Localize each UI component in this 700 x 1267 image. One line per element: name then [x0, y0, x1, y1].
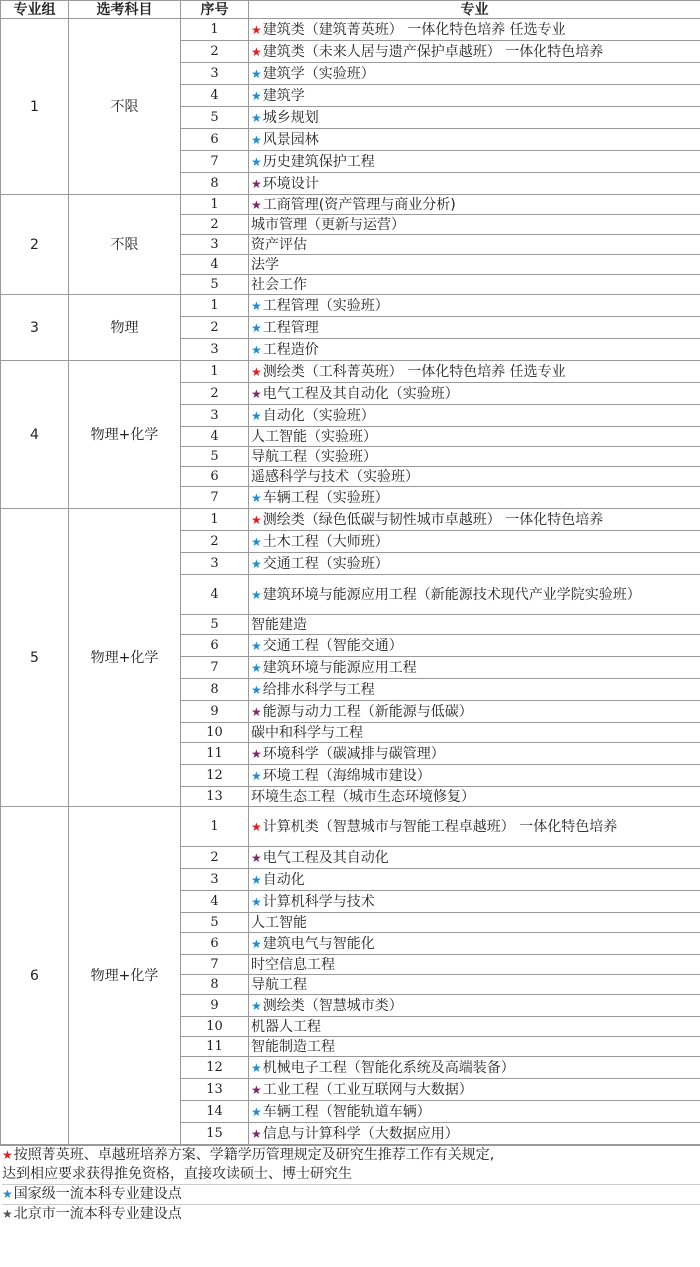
major-cell — [249, 85, 700, 107]
major-name: 建筑电气与智能化 — [262, 935, 375, 952]
legend-beijing — [2, 1204, 700, 1224]
blue-star-icon: ★ — [251, 556, 262, 571]
group-id-cell: 2 — [1, 195, 69, 295]
blue-star-icon: ★ — [251, 894, 262, 909]
major-cell — [249, 955, 700, 975]
purple-star-icon: ★ — [251, 746, 262, 761]
group-id-cell: 3 — [1, 295, 69, 361]
red-star-icon: ★ — [2, 1148, 13, 1162]
seq-cell: 3 — [181, 235, 249, 255]
purple-star-icon: ★ — [251, 197, 262, 212]
major-cell — [249, 1123, 700, 1145]
major-cell — [249, 295, 700, 317]
seq-cell: 3 — [181, 63, 249, 85]
major-name: 资产评估 — [251, 236, 307, 253]
seq-cell: 5 — [181, 275, 249, 295]
legend-national — [2, 1184, 700, 1204]
major-name: 土木工程（大师班） — [262, 533, 389, 550]
major-cell — [249, 787, 700, 807]
seq-cell: 3 — [181, 869, 249, 891]
table-row — [1, 361, 700, 383]
seq-cell: 2 — [181, 847, 249, 869]
major-name: 测绘类（绿色低碳与韧性城市卓越班） 一体化特色培养 — [262, 511, 604, 528]
seq-cell: 5 — [181, 107, 249, 129]
major-name: 建筑环境与能源应用工程（新能源技术现代产业学院实验班） — [262, 586, 641, 603]
seq-cell: 8 — [181, 173, 249, 195]
major-name: 建筑类（建筑菁英班） 一体化特色培养 任选专业 — [262, 21, 566, 38]
legend-beijing-text: 北京市一流本科专业建设点 — [13, 1206, 182, 1222]
seq-cell: 1 — [181, 509, 249, 531]
major-name: 信息与计算科学（大数据应用） — [262, 1125, 459, 1142]
major-cell — [249, 995, 700, 1017]
major-cell — [249, 891, 700, 913]
seq-cell: 6 — [181, 129, 249, 151]
major-name: 时空信息工程 — [251, 956, 335, 973]
major-name: 机械电子工程（智能化系统及高端装备） — [262, 1059, 515, 1076]
major-name: 能源与动力工程（新能源与低碳） — [262, 703, 473, 720]
major-cell — [249, 743, 700, 765]
major-cell — [249, 1079, 700, 1101]
seq-cell: 6 — [181, 635, 249, 657]
seq-cell: 2 — [181, 215, 249, 235]
major-name: 机器人工程 — [251, 1018, 321, 1035]
major-name: 人工智能（实验班） — [251, 428, 377, 445]
major-name: 环境生态工程（城市生态环境修复） — [251, 788, 475, 805]
purple-star-icon: ★ — [251, 386, 262, 401]
major-cell — [249, 447, 700, 467]
seq-cell: 11 — [181, 1037, 249, 1057]
blue-star-icon: ★ — [251, 998, 262, 1013]
seq-cell: 9 — [181, 701, 249, 723]
major-cell — [249, 765, 700, 787]
major-cell — [249, 427, 700, 447]
major-cell — [249, 151, 700, 173]
subject-cell: 物理+化学 — [69, 807, 181, 1145]
major-cell — [249, 383, 700, 405]
purple-star-icon: ★ — [251, 176, 262, 191]
group-id-cell: 5 — [1, 509, 69, 807]
major-cell — [249, 657, 700, 679]
major-name: 社会工作 — [251, 276, 307, 293]
major-cell — [249, 509, 700, 531]
group-id-cell: 1 — [1, 19, 69, 195]
header-group: 专业组 — [1, 1, 69, 19]
major-cell — [249, 215, 700, 235]
major-cell — [249, 847, 700, 869]
seq-cell: 8 — [181, 679, 249, 701]
major-name: 环境工程（海绵城市建设） — [262, 767, 431, 784]
major-name: 人工智能 — [251, 914, 307, 931]
major-name: 碳中和科学与工程 — [251, 724, 363, 741]
seq-cell: 3 — [181, 405, 249, 427]
major-name: 工商管理(资产管理与商业分析) — [262, 196, 456, 213]
blue-star-icon: ★ — [251, 154, 262, 169]
major-name: 工程管理（实验班） — [262, 297, 389, 314]
major-cell — [249, 933, 700, 955]
notes — [0, 1145, 700, 1224]
major-name: 计算机类（智慧城市与智能工程卓越班） 一体化特色培养 — [262, 818, 618, 835]
table-row — [1, 295, 700, 317]
seq-cell: 2 — [181, 383, 249, 405]
major-cell — [249, 575, 700, 615]
header-subject: 选考科目 — [69, 1, 181, 19]
blue-star-icon: ★ — [2, 1187, 13, 1201]
purple-star-icon: ★ — [251, 1082, 262, 1097]
group-id-cell: 4 — [1, 361, 69, 509]
seq-cell: 2 — [181, 317, 249, 339]
major-cell — [249, 41, 700, 63]
major-cell — [249, 129, 700, 151]
major-cell — [249, 1037, 700, 1057]
major-name: 自动化（实验班） — [262, 407, 375, 424]
table-row — [1, 195, 700, 215]
header-major: 专业 — [249, 1, 700, 19]
seq-cell: 10 — [181, 723, 249, 743]
major-name: 建筑学 — [262, 87, 305, 104]
blue-star-icon: ★ — [251, 768, 262, 783]
blue-star-icon: ★ — [251, 587, 262, 602]
major-cell — [249, 807, 700, 847]
subject-cell: 物理+化学 — [69, 509, 181, 807]
seq-cell: 1 — [181, 361, 249, 383]
blue-star-icon: ★ — [251, 490, 262, 505]
blue-star-icon: ★ — [251, 1060, 262, 1075]
major-cell — [249, 701, 700, 723]
seq-cell: 10 — [181, 1017, 249, 1037]
subject-cell: 物理 — [69, 295, 181, 361]
table-row — [1, 807, 700, 847]
red-star-icon: ★ — [251, 364, 262, 379]
major-name: 电气工程及其自动化 — [262, 849, 389, 866]
seq-cell: 11 — [181, 743, 249, 765]
blue-star-icon: ★ — [251, 110, 262, 125]
subject-cell: 不限 — [69, 19, 181, 195]
seq-cell: 5 — [181, 615, 249, 635]
major-name: 智能建造 — [251, 616, 307, 633]
blue-star-icon: ★ — [251, 66, 262, 81]
seq-cell: 4 — [181, 575, 249, 615]
major-name: 交通工程（智能交通） — [262, 637, 403, 654]
seq-cell: 5 — [181, 447, 249, 467]
major-cell — [249, 531, 700, 553]
seq-cell: 7 — [181, 955, 249, 975]
seq-cell: 9 — [181, 995, 249, 1017]
seq-cell: 4 — [181, 891, 249, 913]
major-name: 城乡规划 — [262, 109, 319, 126]
major-name: 工程造价 — [262, 341, 319, 358]
major-cell — [249, 405, 700, 427]
seq-cell: 6 — [181, 933, 249, 955]
blue-star-icon: ★ — [251, 408, 262, 423]
major-name: 给排水科学与工程 — [262, 681, 375, 698]
major-name: 测绘类（智慧城市类） — [262, 997, 403, 1014]
blue-star-icon: ★ — [251, 320, 262, 335]
blue-star-icon: ★ — [251, 682, 262, 697]
blue-star-icon: ★ — [251, 872, 262, 887]
major-cell — [249, 1101, 700, 1123]
major-cell — [249, 913, 700, 933]
blue-star-icon: ★ — [251, 660, 262, 675]
table-header-row — [1, 1, 700, 19]
seq-cell: 7 — [181, 487, 249, 509]
major-name: 电气工程及其自动化（实验班） — [262, 385, 459, 402]
header-seq: 序号 — [181, 1, 249, 19]
seq-cell: 2 — [181, 531, 249, 553]
major-name: 测绘类（工科菁英班） 一体化特色培养 任选专业 — [262, 363, 566, 380]
red-star-icon: ★ — [251, 44, 262, 59]
gray-star-icon: ★ — [2, 1207, 13, 1221]
table-row — [1, 509, 700, 531]
major-cell — [249, 679, 700, 701]
blue-star-icon: ★ — [251, 936, 262, 951]
seq-cell: 1 — [181, 195, 249, 215]
major-cell — [249, 975, 700, 995]
seq-cell: 2 — [181, 41, 249, 63]
major-cell — [249, 195, 700, 215]
major-name: 计算机科学与技术 — [262, 893, 375, 910]
major-name: 工程管理 — [262, 319, 319, 336]
major-cell — [249, 1057, 700, 1079]
seq-cell: 14 — [181, 1101, 249, 1123]
major-name: 历史建筑保护工程 — [262, 153, 375, 170]
red-star-icon: ★ — [251, 512, 262, 527]
major-name: 建筑学（实验班） — [262, 65, 375, 82]
major-name: 建筑环境与能源应用工程 — [262, 659, 417, 676]
blue-star-icon: ★ — [251, 342, 262, 357]
seq-cell: 3 — [181, 553, 249, 575]
seq-cell: 1 — [181, 19, 249, 41]
seq-cell: 3 — [181, 339, 249, 361]
major-name: 法学 — [251, 256, 279, 273]
purple-star-icon: ★ — [251, 1126, 262, 1141]
table-body — [1, 19, 700, 1145]
major-name: 遥感科学与技术（实验班） — [251, 468, 419, 485]
seq-cell: 7 — [181, 151, 249, 173]
major-cell — [249, 317, 700, 339]
note-line-2: 达到相应要求获得推免资格，直接攻读硕士、博士研究生 — [2, 1166, 352, 1182]
major-cell — [249, 487, 700, 509]
major-name: 导航工程 — [251, 976, 307, 993]
major-name: 城市管理（更新与运营） — [251, 216, 405, 233]
major-name: 工业工程（工业互联网与大数据） — [262, 1081, 473, 1098]
major-cell — [249, 723, 700, 743]
seq-cell: 13 — [181, 787, 249, 807]
major-cell — [249, 339, 700, 361]
seq-cell: 4 — [181, 427, 249, 447]
major-cell — [249, 361, 700, 383]
seq-cell: 12 — [181, 765, 249, 787]
major-name: 车辆工程（智能轨道车辆） — [262, 1103, 431, 1120]
seq-cell: 4 — [181, 255, 249, 275]
major-cell — [249, 635, 700, 657]
table-row — [1, 19, 700, 41]
major-name: 环境设计 — [262, 175, 319, 192]
major-cell — [249, 19, 700, 41]
seq-cell: 1 — [181, 807, 249, 847]
purple-star-icon: ★ — [251, 850, 262, 865]
subject-cell: 不限 — [69, 195, 181, 295]
major-name: 自动化 — [262, 871, 305, 888]
seq-cell: 13 — [181, 1079, 249, 1101]
major-cell — [249, 467, 700, 487]
major-cell — [249, 255, 700, 275]
note-text-1: 按照菁英班、卓越班培养方案、学籍学历管理规定及研究生推荐工作有关规定, — [13, 1147, 495, 1163]
legend-national-text: 国家级一流本科专业建设点 — [13, 1186, 182, 1202]
seq-cell: 1 — [181, 295, 249, 317]
major-name: 交通工程（实验班） — [262, 555, 389, 572]
major-cell — [249, 235, 700, 255]
seq-cell: 7 — [181, 657, 249, 679]
seq-cell: 5 — [181, 913, 249, 933]
major-name: 风景园林 — [262, 131, 319, 148]
purple-star-icon: ★ — [251, 704, 262, 719]
major-name: 车辆工程（实验班） — [262, 489, 389, 506]
blue-star-icon: ★ — [251, 298, 262, 313]
red-star-icon: ★ — [251, 819, 262, 834]
blue-star-icon: ★ — [251, 534, 262, 549]
seq-cell: 15 — [181, 1123, 249, 1145]
major-name: 环境科学（碳减排与碳管理） — [262, 745, 445, 762]
major-cell — [249, 615, 700, 635]
blue-star-icon: ★ — [251, 132, 262, 147]
subject-cell: 物理+化学 — [69, 361, 181, 509]
major-cell — [249, 553, 700, 575]
major-cell — [249, 173, 700, 195]
major-cell — [249, 275, 700, 295]
major-cell — [249, 107, 700, 129]
major-name: 导航工程（实验班） — [251, 448, 377, 465]
major-cell — [249, 1017, 700, 1037]
blue-star-icon: ★ — [251, 1104, 262, 1119]
seq-cell: 4 — [181, 85, 249, 107]
major-name: 建筑类（未来人居与遗产保护卓越班） 一体化特色培养 — [262, 43, 604, 60]
note-line-1 — [2, 1146, 700, 1165]
seq-cell: 12 — [181, 1057, 249, 1079]
seq-cell: 6 — [181, 467, 249, 487]
blue-star-icon: ★ — [251, 638, 262, 653]
major-cell — [249, 63, 700, 85]
red-star-icon: ★ — [251, 22, 262, 37]
blue-star-icon: ★ — [251, 88, 262, 103]
seq-cell: 8 — [181, 975, 249, 995]
major-name: 智能制造工程 — [251, 1038, 335, 1055]
major-cell — [249, 869, 700, 891]
group-id-cell: 6 — [1, 807, 69, 1145]
